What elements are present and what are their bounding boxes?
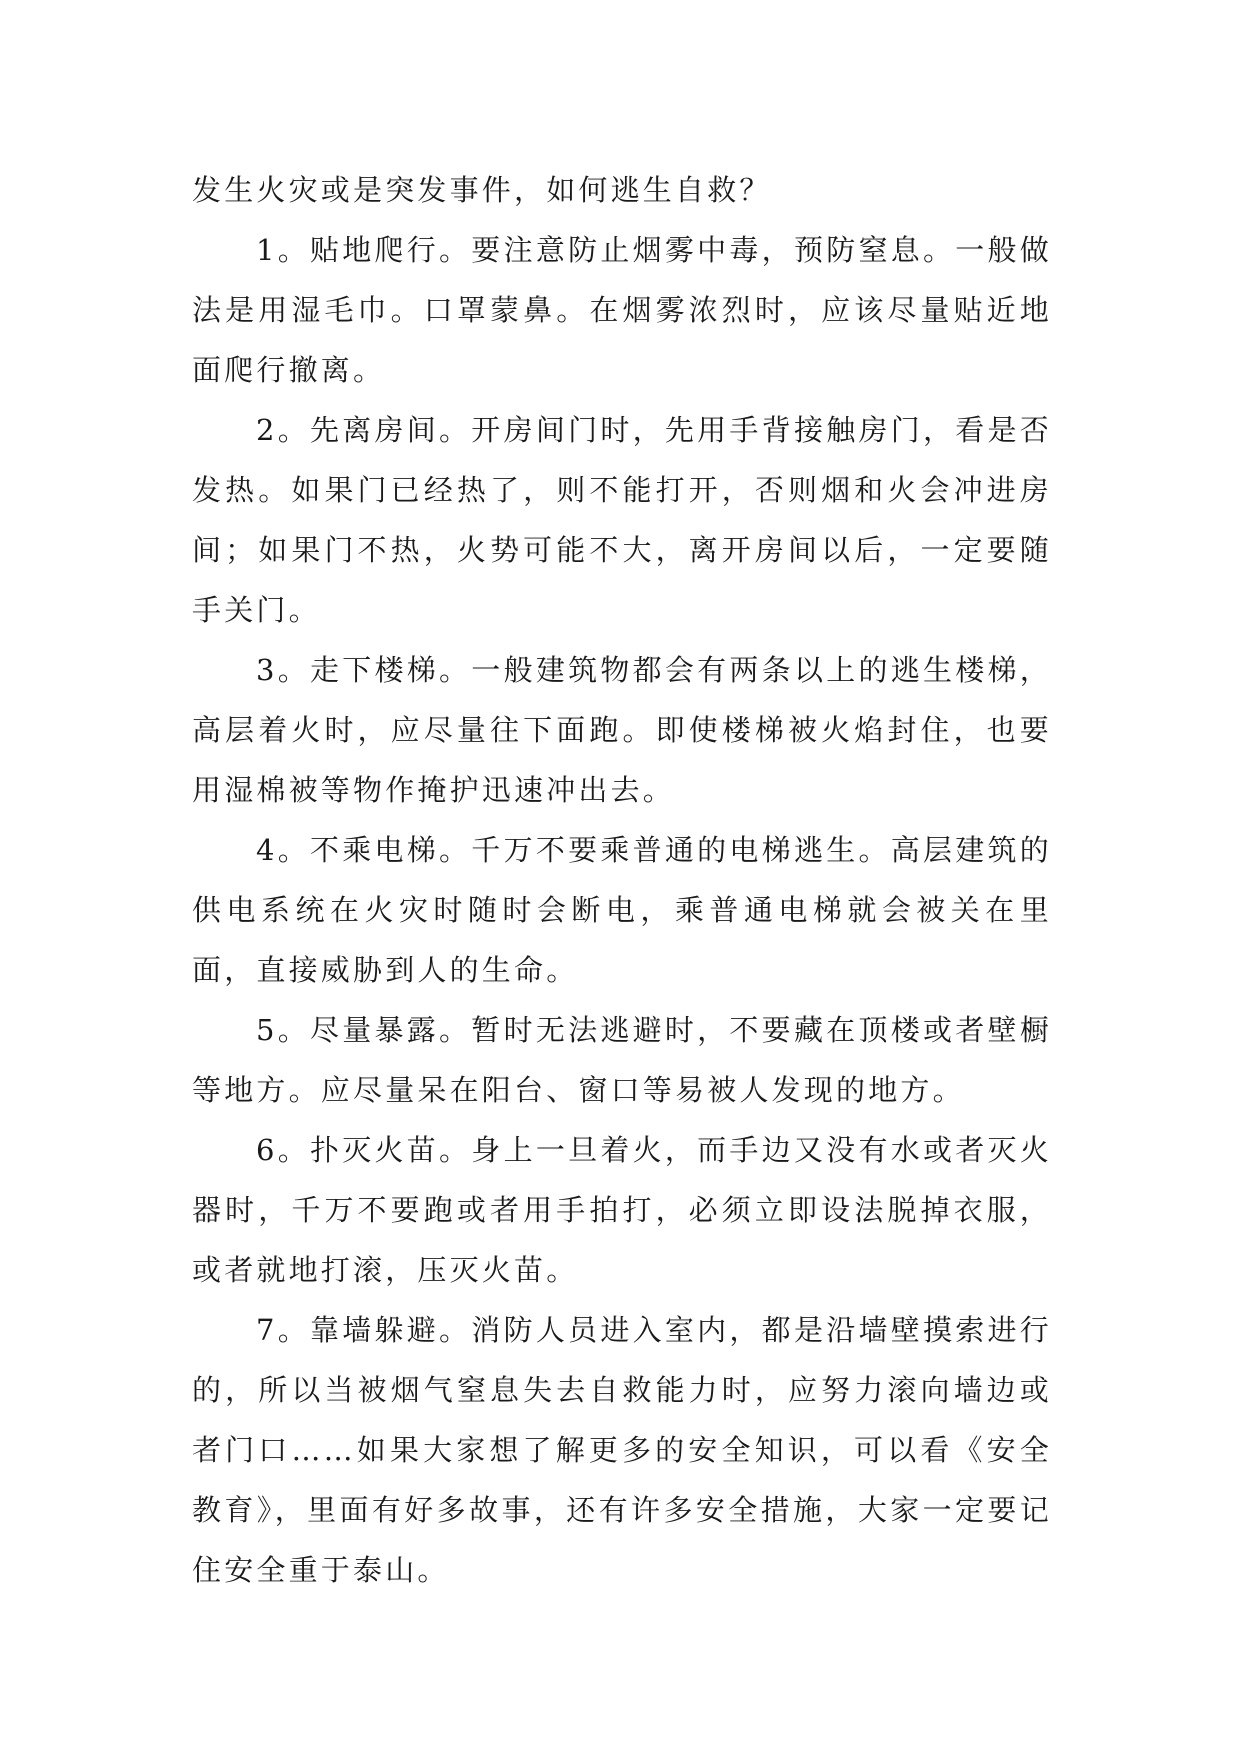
paragraph-7: 7。靠墙躲避。消防人员进入室内，都是沿墙壁摸索进行的，所以当被烟气窒息失去自救能力时，应努力滚向墙边或者门口……如果大家想了解更多的安全知识，可以看《安全教育》，里面有好多故事，还有许多安全措施，大家一定要记住安全重于泰山。: [192, 1313, 1052, 1587]
paragraph-6: 6。扑灭火苗。身上一旦着火，而手边又没有水或者灭火器时，千万不要跑或者用手拍打，必须立即设法脱掉衣服，或者就地打滚，压灭火苗。: [192, 1133, 1052, 1287]
document-heading: 发生火灾或是突发事件，如何逃生自救？: [192, 173, 772, 207]
paragraph-3: 3。走下楼梯。一般建筑物都会有两条以上的逃生楼梯，高层着火时，应尽量往下面跑。即使楼梯被火焰封住，也要用湿棉被等物作掩护迅速冲出去。: [192, 653, 1052, 807]
paragraph-5: 5。尽量暴露。暂时无法逃避时，不要藏在顶楼或者壁橱等地方。应尽量呆在阳台、窗口等易被人发现的地方。: [192, 1013, 1052, 1107]
paragraph-2: 2。先离房间。开房间门时，先用手背接触房门，看是否发热。如果门已经热了，则不能打开，否则烟和火会冲进房间；如果门不热，火势可能不大，离开房间以后，一定要随手关门。: [192, 413, 1052, 627]
paragraph-1: 1。贴地爬行。要注意防止烟雾中毒，预防窒息。一般做法是用湿毛巾。口罩蒙鼻。在烟雾浓烈时，应该尽量贴近地面爬行撤离。: [192, 233, 1052, 387]
document-body: [192, 160, 1052, 1600]
paragraph-4: 4。不乘电梯。千万不要乘普通的电梯逃生。高层建筑的供电系统在火灾时随时会断电，乘普通电梯就会被关在里面，直接威胁到人的生命。: [192, 833, 1052, 987]
